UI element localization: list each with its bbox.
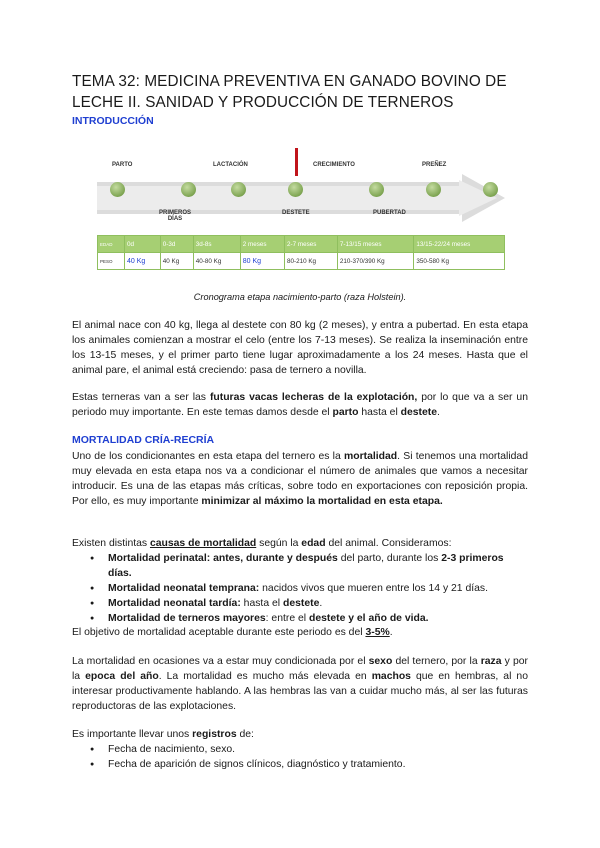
list-item [90, 596, 530, 611]
text-bold: futuras vacas lecheras de la explotación, [209, 392, 418, 403]
list-item [90, 581, 530, 596]
label-parto: PARTO [112, 162, 133, 168]
timeline-dot [288, 182, 303, 197]
timeline-table [97, 235, 505, 270]
text-bold: destete y el año de vida. [308, 613, 429, 624]
table-cell: 3d-8s [193, 236, 240, 253]
paragraph-causas [72, 536, 528, 551]
text: . [437, 407, 440, 418]
text: Uno de los condicionantes en esta etapa del ternero es la [72, 451, 345, 462]
text: : entre el [265, 613, 309, 624]
text: y por la [72, 656, 528, 682]
text-bold: Mortalidad neonatal temprana: [108, 583, 260, 594]
text: La mortalidad en ocasiones va a estar muy condicionada por el [72, 656, 369, 667]
timeline-dot [483, 182, 498, 197]
timeline-dot [231, 182, 246, 197]
paragraph-registros [72, 727, 528, 742]
text-bold: 2-3 primeros días. [108, 553, 504, 579]
table-cell: 40 Kg [160, 253, 193, 270]
table-cell: 80 Kg [240, 253, 284, 270]
timeline-dot [110, 182, 125, 197]
text-bold: Mortalidad de terneros mayores [108, 613, 266, 624]
text-bold: destete [400, 407, 438, 418]
paragraph-objetivo [72, 625, 528, 640]
table-cell: 40-80 Kg [193, 253, 240, 270]
text: del parto, durante los [337, 553, 442, 564]
table-row-label: PESO [98, 253, 125, 270]
text-bold: 3-5% [365, 627, 390, 638]
table-cell: 2 meses [240, 236, 284, 253]
timeline-dot [181, 182, 196, 197]
text-bold: edad [301, 538, 326, 549]
text-bold: sexo [368, 656, 393, 667]
timeline-figure [97, 148, 505, 278]
text: de: [236, 729, 254, 740]
table-cell: 350-580 Kg [414, 253, 505, 270]
table-cell: 0d [125, 236, 161, 253]
table-cell: 2-7 meses [285, 236, 338, 253]
table-row-edad [98, 236, 505, 253]
table-cell: 40 Kg [125, 253, 161, 270]
timeline-dot [426, 182, 441, 197]
table-row-label: EDAD [98, 236, 125, 253]
text-bold: registros [192, 729, 237, 740]
label-pubertad: PUBERTAD [373, 210, 406, 216]
text: Es importante llevar unos [72, 729, 193, 740]
list-item [90, 551, 530, 581]
label-primeros-dias: PRIMEROS DÍAS [158, 210, 191, 222]
intro-heading: INTRODUCCIÓN [72, 115, 154, 127]
text-bold: minimizar al máximo la mortalidad en esta etapa. [201, 496, 443, 507]
text: Estas terneras van a ser las [72, 392, 210, 403]
paragraph-futuras [72, 390, 528, 420]
text: por lo que va a ser un periodo muy importante. En este temas damos desde el [72, 392, 528, 418]
text: . La mortalidad es mucho más elevada en [158, 671, 372, 682]
label-lactacion: LACTACIÓN [213, 162, 248, 168]
text: Existen distintas [72, 538, 150, 549]
text-bold: mortalidad [344, 451, 398, 462]
text: nacidos vivos que mueren entre los 14 y 21 días. [259, 583, 488, 594]
text: del animal. Consideramos: [325, 538, 452, 549]
label-destete: DESTETE [282, 210, 310, 216]
mortalidad-heading: MORTALIDAD CRÍA-RECRÍA [72, 434, 215, 446]
text: . [389, 627, 393, 638]
text-bold: Mortalidad neonatal tardía: [108, 598, 241, 609]
text: del ternero, por la [392, 656, 481, 667]
text: El objetivo de mortalidad aceptable durante este periodo es del [72, 627, 366, 638]
text: según la [256, 538, 302, 549]
list-item: ● Fecha de aparición de signos clínicos, diagnóstico y tratamiento. [90, 757, 530, 772]
label-crecimiento: CRECIMIENTO [313, 162, 355, 168]
figure-caption: Cronograma etapa nacimiento-parto (raza Holstein). [193, 292, 407, 302]
text: hasta el [240, 598, 283, 609]
paragraph-sexo [72, 654, 528, 714]
text-bold: machos [371, 671, 411, 682]
timeline-marker [295, 148, 298, 176]
list-item [90, 611, 530, 626]
table-row-peso [98, 253, 505, 270]
text: que en hembras, al no interesar productivamente hablando. A las hembras las van a cuidar mucho más, al ser las futuras reproductoras de las explotaciones. [72, 671, 528, 712]
text: . [319, 598, 323, 609]
causes-list [90, 551, 530, 626]
table-cell: 210-370/390 Kg [337, 253, 414, 270]
list-item: ● Fecha de nacimiento, sexo. [90, 742, 530, 757]
table-cell: 13/15-22/24 meses [414, 236, 505, 253]
text-bold: causas de mortalidad [149, 538, 257, 549]
registros-list [90, 742, 530, 772]
text: . Si tenemos una mortalidad muy elevada en esta etapa nos va a condicionar el número de animales que vamos a necesitar introducir. Es una de las etapas más críticas, sobre todo en exportaciones con reposición propia. Por ello, es muy importante [72, 451, 528, 507]
text: hasta el [358, 407, 401, 418]
table-cell: 7-13/15 meses [337, 236, 414, 253]
table-cell: 80-210 Kg [285, 253, 338, 270]
paragraph-mortalidad [72, 449, 528, 509]
text-bold: epoca del año [85, 671, 159, 682]
table-cell: 0-3d [160, 236, 193, 253]
text-bold: destete [282, 598, 320, 609]
text-bold: raza [480, 656, 502, 667]
timeline-dot [369, 182, 384, 197]
text-bold: Mortalidad perinatal: antes, durante y después [108, 553, 338, 564]
text-bold: parto [332, 407, 359, 418]
label-prenez: PREÑEZ [422, 162, 447, 168]
paragraph-intro: El animal nace con 40 kg, llega al destete con 80 kg (2 meses), y entra a pubertad. En esta etapa los animales comienzan a mostrar el celo (entre los 7-13 meses). Se realiza la inseminación entre los 13-15 meses, y el primer parto tiene lugar aproximadamente a los 24 meses. Hasta que el animal pare, el animal está creciendo: pasa de ternero a novilla. [72, 320, 528, 376]
page-title: TEMA 32: MEDICINA PREVENTIVA EN GANADO BOVINO DE LECHE II. SANIDAD Y PRODUCCIÓN DE TERNEROS [72, 73, 507, 111]
